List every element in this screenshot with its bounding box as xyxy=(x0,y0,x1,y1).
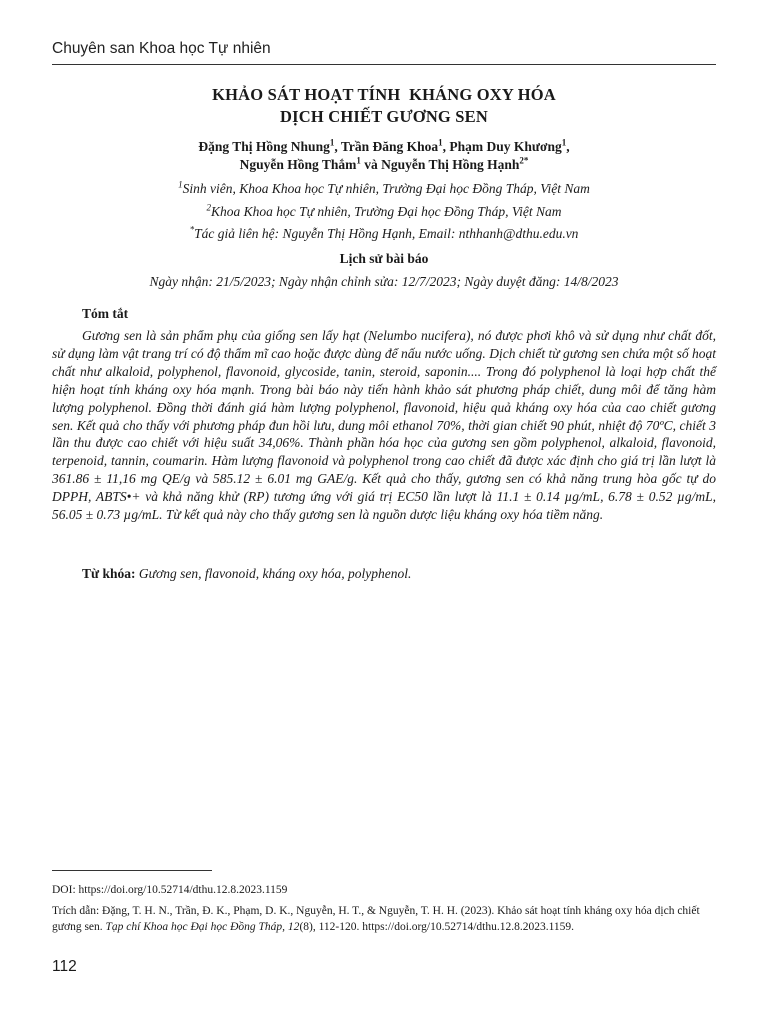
author-name: Trần Đăng Khoa xyxy=(340,139,439,154)
author-affiliation-mark: 1 xyxy=(438,137,443,148)
title-line-1: KHẢO SÁT HOẠT TÍNH KHÁNG OXY HÓA xyxy=(212,85,556,104)
footnote-divider xyxy=(52,870,212,871)
author-affiliation-mark: 2* xyxy=(519,155,529,166)
page-number: 112 xyxy=(52,958,77,975)
author-name: Phạm Duy Khương xyxy=(449,139,562,154)
keywords-value: Gương sen, flavonoid, kháng oxy hóa, polyphenol. xyxy=(138,566,412,581)
keywords xyxy=(82,566,411,582)
corresponding-author: *Tác giả liên hệ: Nguyễn Thị Hồng Hạnh, Email: nthhanh@dthu.edu.vn xyxy=(189,224,579,241)
keywords-label: Từ khóa: xyxy=(82,566,136,581)
history-heading: Lịch sử bài báo xyxy=(339,251,429,266)
history-dates: Ngày nhận: 21/5/2023; Ngày nhận chỉnh sửa: 12/7/2023; Ngày duyệt đăng: 14/8/2023 xyxy=(149,274,619,289)
abstract-body: Gương sen là sản phẩm phụ của giống sen lấy hạt (Nelumbo nucifera), nó được phơi khô và sử dụng như chất đốt, sử dụng làm vật trang trí có độ thẩm mĩ cao hoặc được dùng để nấu nước uống. Dịch chiết từ gương sen chứa một số hoạt chất như alkaloid, polyphenol, flavonoid, glycoside, tanin, steroid, saponin.... Trong đó polyphenol là loại hợp chất thể hiện hoạt tính kháng oxy hóa mạnh. Trong bài báo này tiến hành khảo sát phương pháp chiết, dung môi để tăng hàm lượng polyphenol. Đồng thời đánh giá hàm lượng polyphenol, flavonoid, hiệu quả kháng oxy hóa của cao chiết gương sen. Kết quả cho thấy với phương pháp đun hồi lưu, dung môi ethanol 70%, thời gian chiết 90 phút, nhiệt độ 70ºC, chiết 3 lần thu được cao chiết với hiệu suất 34,06%. Thành phần hóa học của gương sen gồm polyphenol, alkaloid, flavonoid, terpenoid, tannin, coumarin. Hàm lượng flavonoid và polyphenol trong cao chiết đã được xác định cho giá trị lần lượt là 361.86 ± 11,16 mg QE/g và 585.12 ± 6.01 mg GAE/g. Kết quả cho thấy, gương sen có khả năng trung hòa gốc tự do DPPH, ABTS•+ và khả năng khử (RP) tương ứng với giá trị EC50 lần lượt là 11.1 ± 0.14 µg/mL, 6.78 ± 0.52 µg/mL, 56.05 ± 0.73 µg/mL. Từ kết quả này cho thấy gương sen là nguồn dược liệu kháng oxy hóa tiềm năng. xyxy=(52,328,716,523)
affiliation-line: $^1$Sinh viên, Khoa Khoa học Tự nhiên, Trường Đại học Đồng Tháp, Việt Nam xyxy=(178,179,590,196)
author-name: Nguyễn Thị Hồng Hạnh xyxy=(381,157,520,172)
abstract-heading: Tóm tắt xyxy=(82,306,129,321)
affiliation-line: $^2$Khoa Khoa học Tự nhiên, Trường Đại học Đồng Tháp, Việt Nam xyxy=(206,202,562,219)
author-name: Đặng Thị Hồng Nhung xyxy=(198,139,330,154)
citation: Trích dẫn: Đặng, T. H. N., Trần, Đ. K., Phạm, D. K., Nguyễn, H. T., & Nguyễn, T. H. H. (2023). Khảo sát hoạt tính kháng oxy hóa dịch chiết gương sen. Tạp chí Khoa học Đại học Đồng Tháp, 12(8), 112-120. https://doi.org/10.52714/dthu.12.8.2023.1159. xyxy=(52,905,700,933)
header-divider xyxy=(52,64,716,65)
citation-journal: Tạp chí Khoa học Đại học Đồng Tháp, 12 xyxy=(105,921,300,933)
author-affiliation-mark: 1 xyxy=(329,137,335,148)
affiliations xyxy=(52,178,716,246)
author-affiliation-mark: 1 xyxy=(561,137,567,148)
article-title xyxy=(52,84,716,128)
author-conjunction: và xyxy=(360,157,382,172)
author-list: Đặng Thị Hồng Nhung$^1$, Trần Đăng Khoa$^1$, Phạm Duy Khương$^1$, Nguyễn Hồng Thắm$^1$ và Nguyễn Thị Hồng Hạnh$^{2*}$ xyxy=(198,137,570,172)
journal-header: Chuyên san Khoa học Tự nhiên xyxy=(52,40,271,57)
title-line-2: DỊCH CHIẾT GƯƠNG SEN xyxy=(280,107,488,126)
doi-line: DOI: https://doi.org/10.52714/dthu.12.8.2023.1159 xyxy=(52,884,288,896)
author-affiliation-mark: 1 xyxy=(356,155,361,166)
author-name: Nguyễn Hồng Thắm xyxy=(239,157,357,172)
